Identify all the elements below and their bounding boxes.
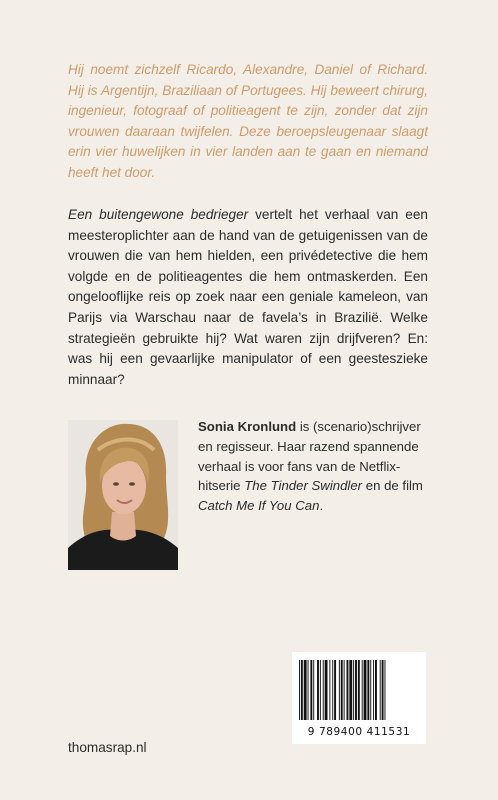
publisher-url: thomasrap.nl — [68, 740, 147, 755]
barcode — [292, 652, 426, 744]
author-name: Sonia Kronlund — [198, 419, 297, 434]
author-bio — [198, 417, 428, 516]
bio-text-1: is (scenario)schrijver en regisseur. Haar razend spannende verhaal is voor fans van de Netflix-hitserie — [198, 419, 421, 494]
film-title: Catch Me If You Can — [198, 498, 320, 514]
isbn-number: 9 789400 411531 — [307, 726, 411, 738]
book-title: Een buitengewone bedrieger — [68, 207, 249, 222]
blurb-text: vertelt het verhaal van een meesteroplichter aan de hand van de getuigenissen van de vrouwen die van hem hielden, een privédetective die hem volgde en de politieagentes die hem ontmaskerden. Een ongelooflijke reis op zoek naar een geniale kameleon, van Parijs via Warschau naar de favela’s in Brazilië. Welke strategieën gebruikte hij? Wat waren zijn drijfveren? En: was hij een gevaarlijke manipulator of een geesteszieke minnaar? — [68, 207, 428, 387]
series-title: The Tinder Swindler — [244, 478, 363, 494]
teaser-paragraph: Hij noemt zichzelf Ricardo, Alexandre, Daniel of Richard. Hij is Argentijn, Braziliaan of Portugees. Hij beweert chirurg, ingenieur, fotograaf of politieagent te zijn, zonder dat zijn vrouwen daaraan twijfelen. Deze beroepsleugenaar slaagt erin vier huwelijken in vier landen aan te gaan en niemand heeft het door. — [68, 62, 428, 180]
bio-text-2: en de film — [362, 478, 423, 494]
author-photo — [68, 420, 178, 570]
blurb-paragraph — [68, 205, 428, 390]
bio-text-3: . — [319, 498, 324, 514]
